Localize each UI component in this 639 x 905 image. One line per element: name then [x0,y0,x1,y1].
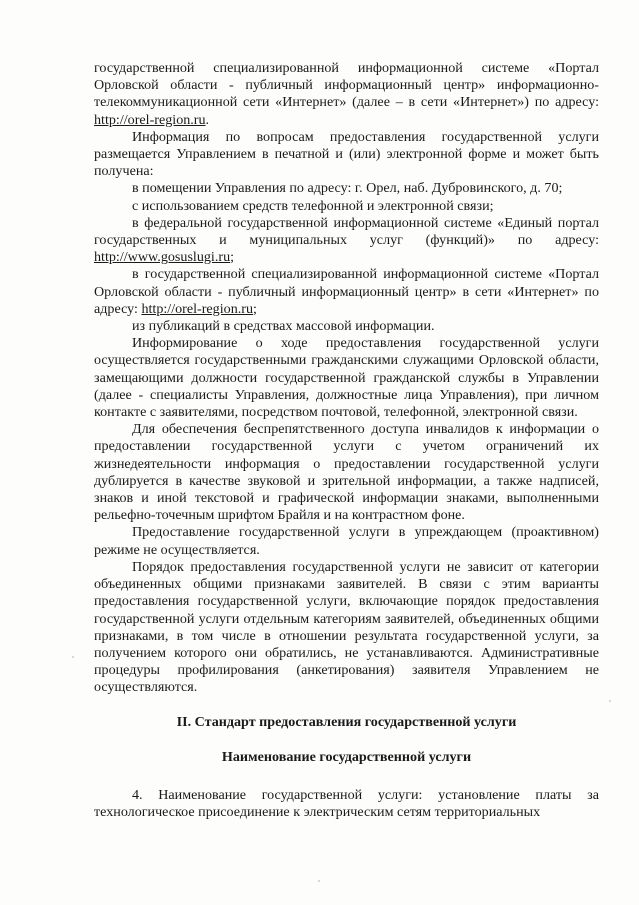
list-item-text: в государственной специализированной информационной системе «Портал Орловской области - публичный информационный центр» в сети «Интернет» по адресу: [94,266,599,317]
list-item-office-address: в помещении Управления по адресу: г. Орел, наб. Дубровинского, д. 70; [132,180,563,197]
paragraph-end: . [205,111,210,128]
list-item-end: ; [253,300,257,317]
list-item-text: в федеральной государственной информационной системе «Единый портал государственных и муниципальных услуг (функций)» по адресу: [94,214,599,249]
section-heading: II. Стандарт предоставления государственной услуги [176,713,517,730]
orel-region-link[interactable]: http://orel-region.ru [94,111,206,128]
paragraph-accessibility: Для обеспечения беспрепятственного доступа инвалидов к информации о предоставлении государственной услуги с учетом ограничений их жизнедеятельности информация о предоставлении государственной услуги дублируется в качестве звуковой и зрительной информации, а также надписей, знаков и иной текстовой и графической информации знаками, выполненными рельефно-точечным шрифтом Брайля и на контрастном фоне. [94,421,599,524]
list-item-media: из публикаций в средствах массовой информации. [132,318,435,335]
paragraph-information-placement: Информация по вопросам предоставления государственной услуги размещается Управлением в печатной и (или) электронной форме и может быть получена: [94,128,599,180]
scan-speck [318,880,320,882]
scan-speck [609,700,611,702]
paragraph-portal-address [94,60,599,129]
list-item-phone-email: с использованием средств телефонной и электронной связи; [132,197,494,214]
paragraph-text: государственной специализированной информационной системе «Портал Орловской области - публичный информационный центр» информационно-телекоммуникационной сети «Интернет» (далее – в сети «Интернет») по адресу: [94,60,599,111]
orel-region-link-2[interactable]: http://orel-region.ru [141,300,253,317]
gosuslugi-link[interactable]: http://www.gosuslugi.ru [94,249,231,266]
paragraph-proactive: Предоставление государственной услуги в упреждающем (проактивном) режиме не осуществляется. [94,524,599,558]
paragraph-service-name: 4. Наименование государственной услуги: установление платы за технологическое присоединение к электрическим сетям территориальных [94,786,599,821]
subsection-heading: Наименование государственной услуги [221,748,472,765]
document-body [94,60,599,821]
scan-speck [72,656,74,658]
list-item-gosuslugi [94,215,599,267]
paragraph-informing: Информирование о ходе предоставления государственной услуги осуществляется государственными гражданскими служащими Орловской области, замещающими должности государственной гражданской службы в Управлении (далее - специалисты Управления, должностные лица Управления), при личном контакте с заявителями, посредством почтовой, телефонной, электронной связи. [94,335,599,421]
paragraph-service-order: Порядок предоставления государственной услуги не зависит от категории объединенных общими признаками заявителей. В связи с этим варианты предоставления государственной услуги, включающие порядок предоставления государственной услуги отдельным категориям заявителей, объединенных общими признаками, в том числе в отношении результата государственной услуги, за получением которого они обратились, не устанавливаются. Административные процедуры профилирования (анкетирования) заявителя Управлением не осуществляются. [94,558,599,696]
list-item-orel-portal [94,266,599,318]
list-item-end: ; [230,249,235,266]
